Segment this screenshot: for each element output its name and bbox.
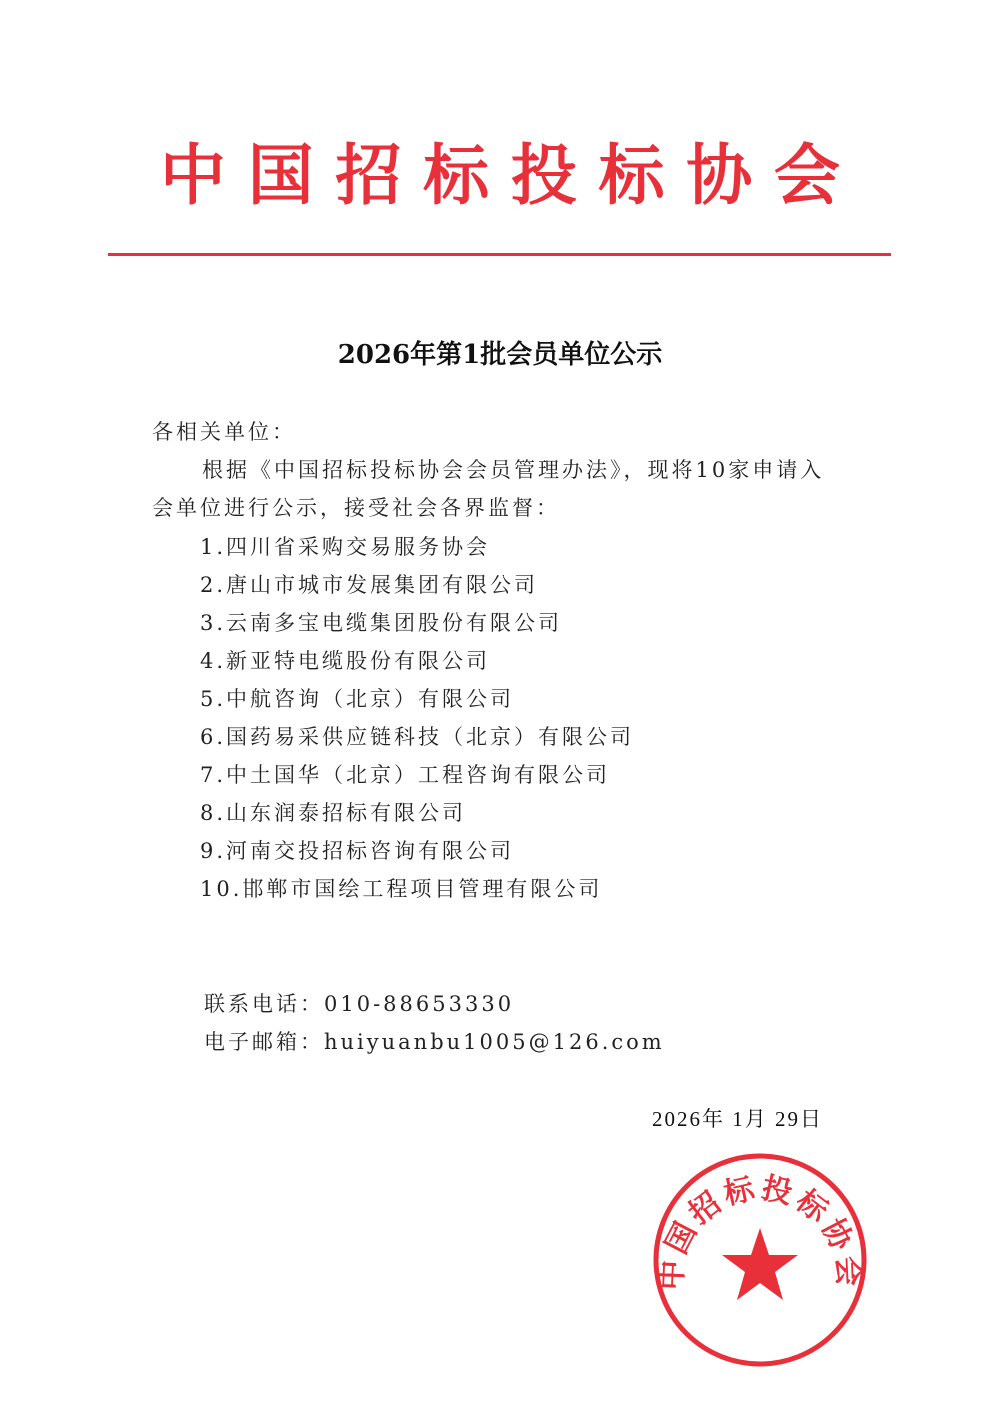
- member-item: 8.山东润泰招标有限公司: [200, 801, 467, 825]
- seal-text: 中国招标投标协会: [654, 1170, 866, 1291]
- masthead-char: 招: [335, 136, 402, 214]
- masthead-char: 国: [247, 136, 314, 214]
- header-divider: [108, 253, 891, 256]
- member-item: 6.国药易采供应链科技（北京）有限公司: [200, 725, 635, 749]
- masthead-char: 协: [686, 136, 753, 214]
- member-item: 2.唐山市城市发展集团有限公司: [200, 573, 539, 597]
- masthead-char: 标: [423, 136, 490, 214]
- member-item: 5.中航咨询（北京）有限公司: [200, 687, 515, 711]
- contact-phone: 联系电话：010-88653330: [204, 992, 515, 1016]
- star-icon: [722, 1228, 798, 1300]
- masthead-char: 中: [160, 136, 226, 214]
- member-item: 1.四川省采购交易服务协会: [200, 535, 491, 559]
- document-date: 2026年 1月 29日: [652, 1107, 823, 1131]
- intro-text: 根据《中国招标投标协会会员管理办法》，现将10家申请入: [202, 458, 825, 482]
- member-item: 7.中土国华（北京）工程咨询有限公司: [200, 763, 611, 787]
- member-item: 9.河南交投招标咨询有限公司: [200, 839, 515, 863]
- masthead-char: 投: [510, 136, 577, 214]
- intro-text: 会单位进行公示，接受社会各界监督：: [152, 496, 560, 520]
- masthead-char: 会: [773, 136, 840, 214]
- member-item: 4.新亚特电缆股份有限公司: [200, 649, 491, 673]
- member-item: 10.邯郸市国绘工程项目管理有限公司: [200, 877, 603, 901]
- official-seal: [650, 1150, 870, 1370]
- member-item: 3.云南多宝电缆集团股份有限公司: [200, 611, 563, 635]
- masthead: [160, 135, 840, 215]
- salutation: 各相关单位：: [152, 420, 296, 444]
- masthead-char: 标: [598, 136, 665, 214]
- contact-email: 电子邮箱：huiyuanbu1005@126.com: [204, 1030, 665, 1054]
- document-title: 2026年第1批会员单位公示: [337, 340, 663, 370]
